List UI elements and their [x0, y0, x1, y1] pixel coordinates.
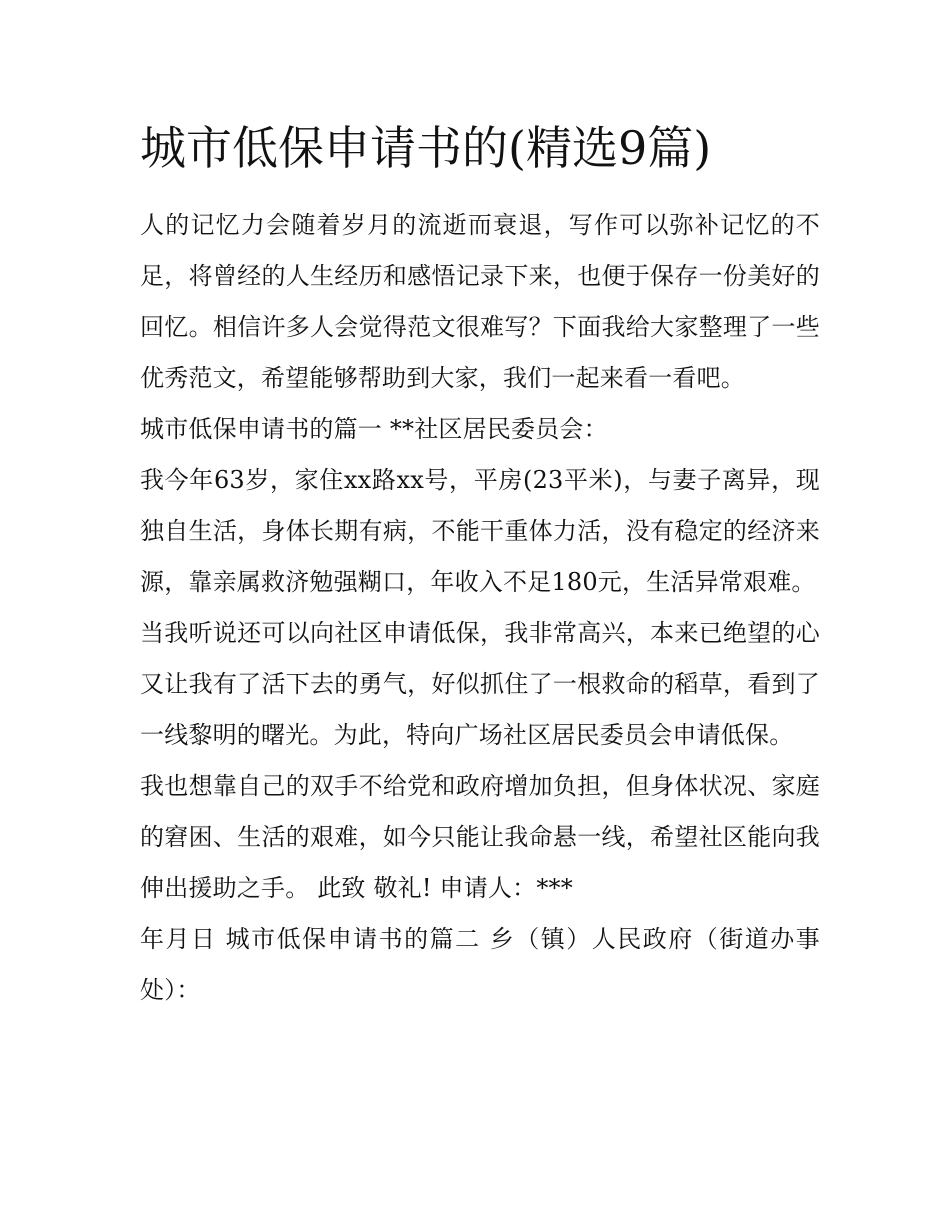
body-paragraph: 我也想靠自己的双手不给党和政府增加负担，但身体状况、家庭的窘困、生活的艰难，如今只能让我命悬一线，希望社区能向我伸出援助之手。 此致 敬礼! 申请人：*** [140, 772, 820, 902]
section-heading-part-two: 年月日 城市低保申请书的篇二 乡（镇）人民政府（街道办事处）： [140, 925, 820, 1004]
body-paragraph: 我今年63岁，家住xx路xx号，平房(23平米)，与妻子离异，现独自生活，身体长期有病，不能干重体力活，没有稳定的经济来源，靠亲属救济勉强糊口，年收入不足180元，生活异常艰难。 [140, 466, 820, 596]
intro-paragraph: 人的记忆力会随着岁月的流逝而衰退，写作可以弥补记忆的不足，将曾经的人生经历和感悟记录下来，也便于保存一份美好的回忆。相信许多人会觉得范文很难写？下面我给大家整理了一些优秀范文，希望能够帮助到大家，我们一起来看一看吧。 [140, 211, 820, 392]
section-heading-part-one: 城市低保申请书的篇一 **社区居民委员会： [140, 415, 608, 443]
document-page [140, 118, 820, 1016]
document-title: 城市低保申请书的(精选9篇) [140, 121, 712, 175]
body-paragraph: 当我听说还可以向社区申请低保，我非常高兴，本来已绝望的心又让我有了活下去的勇气，好似抓住了一根救命的稻草，看到了一线黎明的曙光。为此，特向广场社区居民委员会申请低保。 [140, 619, 820, 749]
